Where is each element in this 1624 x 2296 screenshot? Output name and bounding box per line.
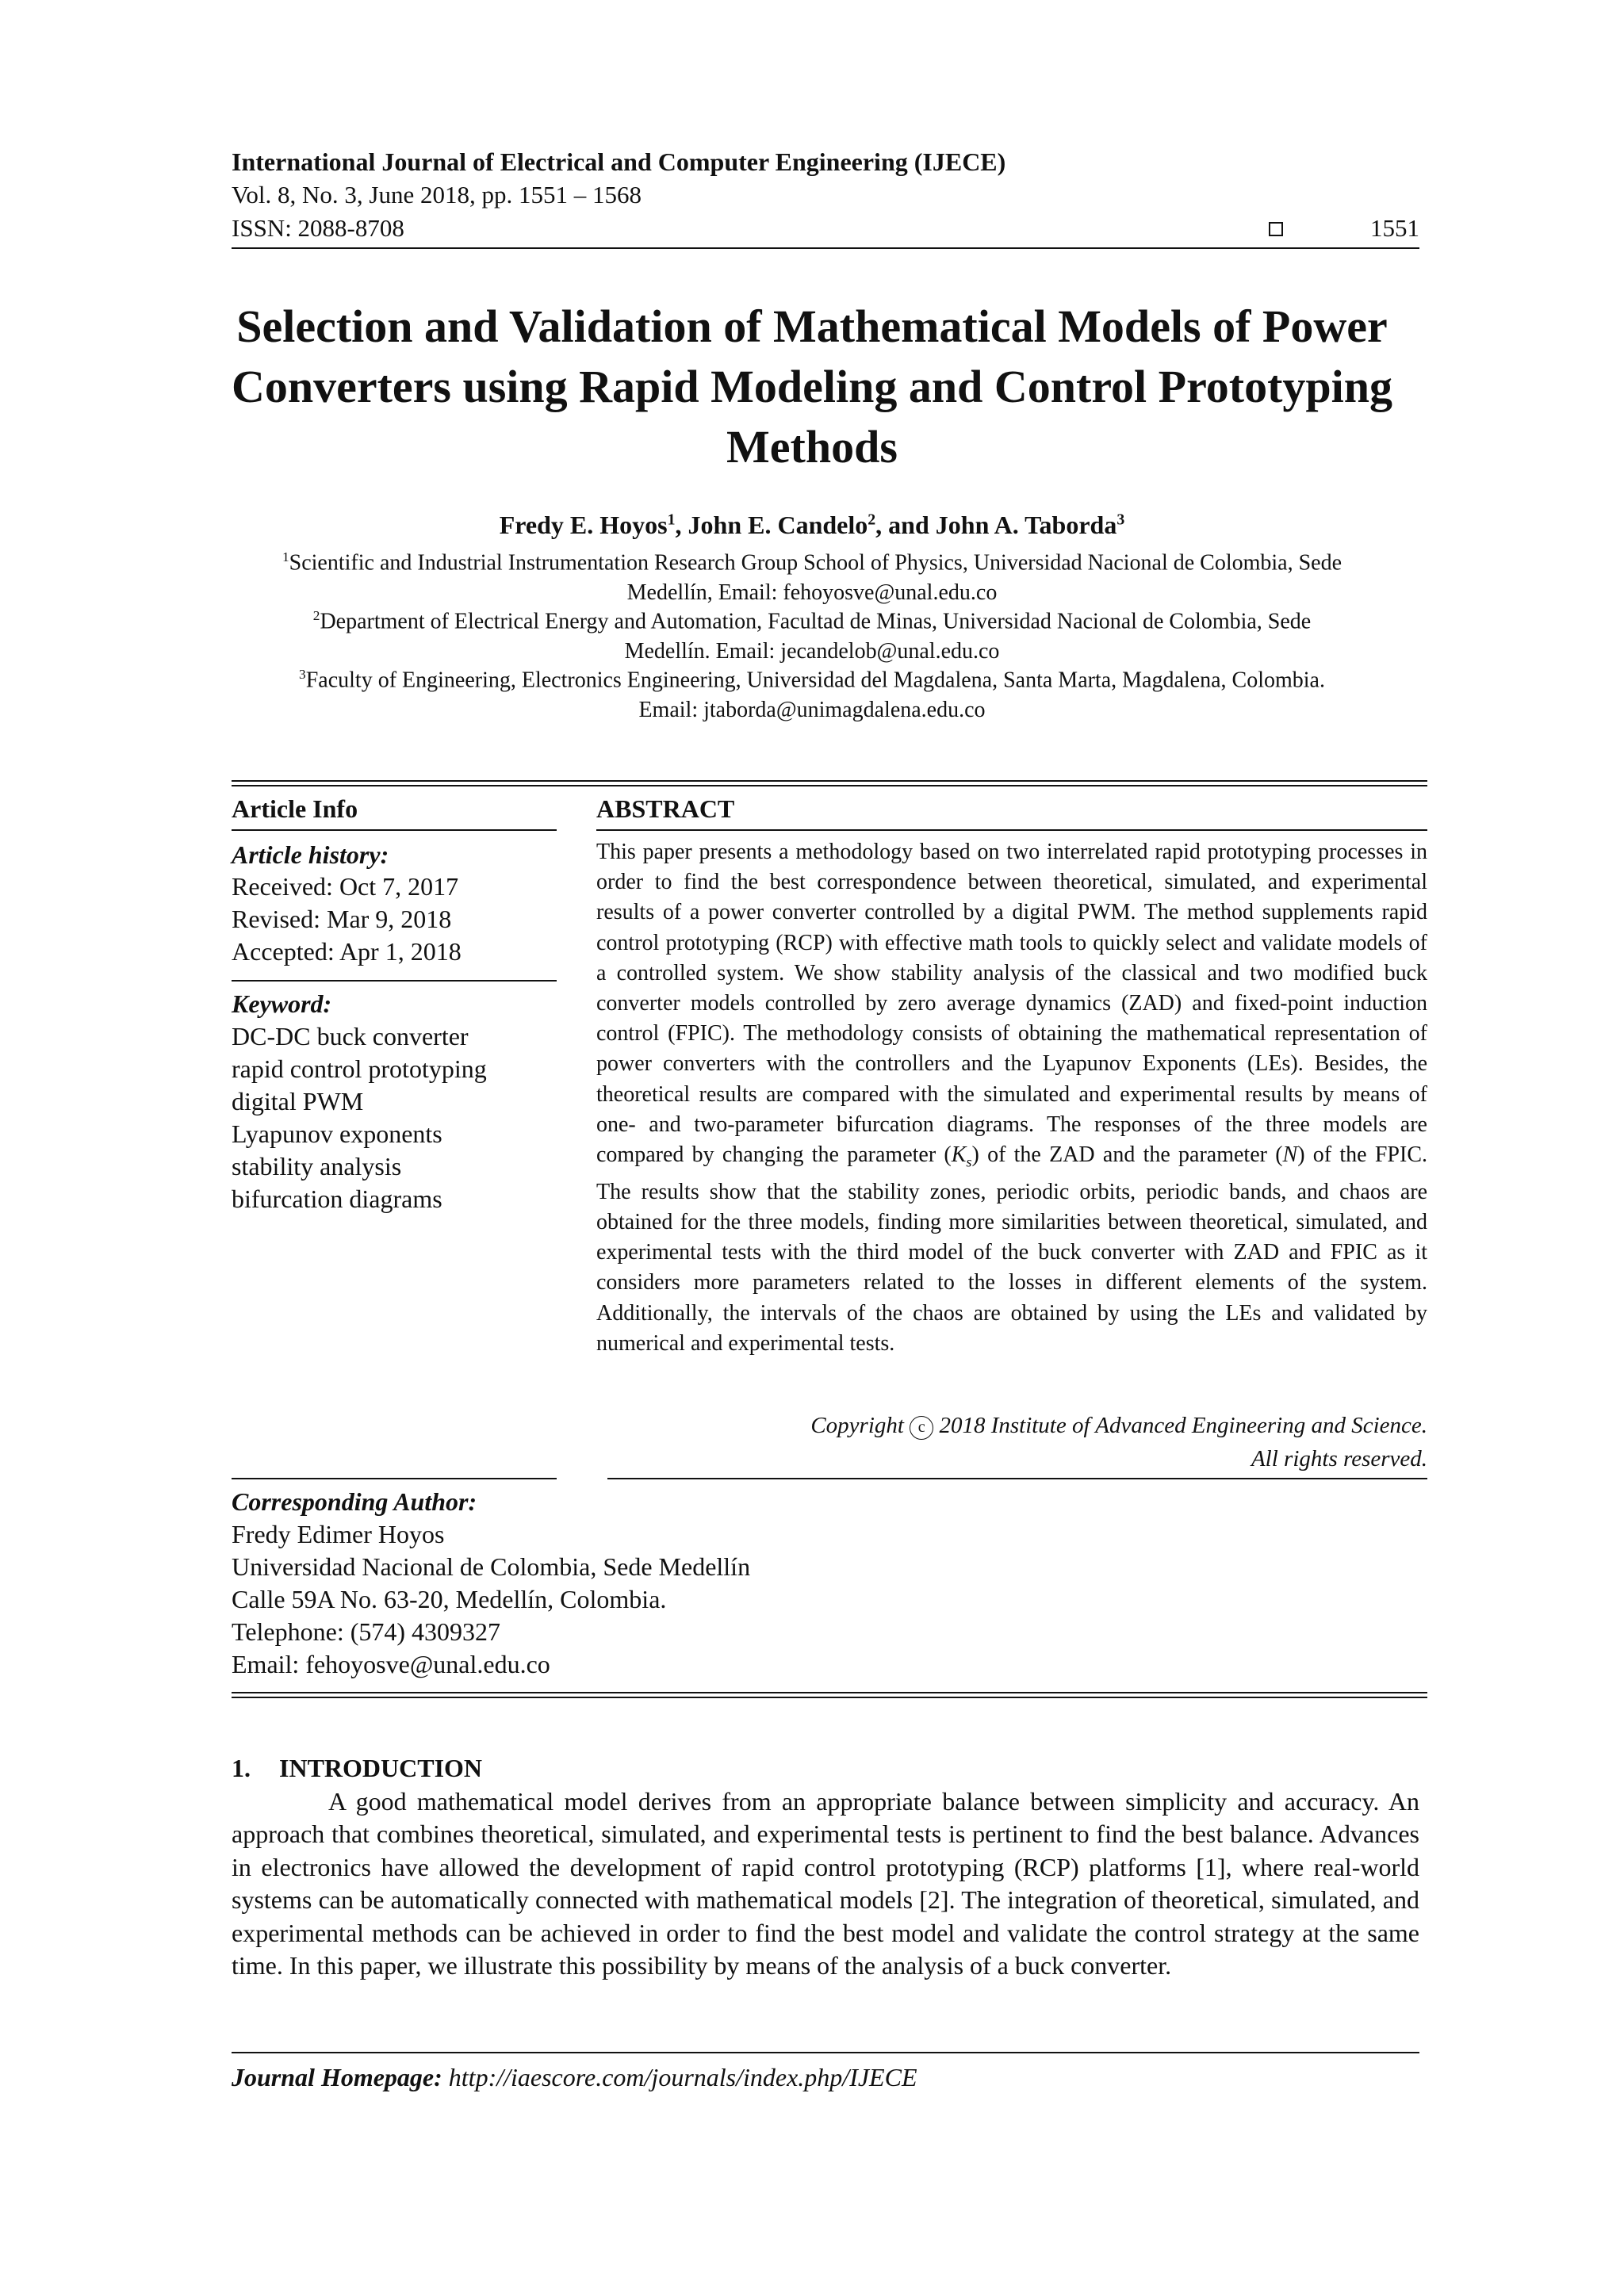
keyword-item: rapid control prototyping (232, 1054, 487, 1083)
affiliation (230, 601, 1394, 667)
title-line: Converters using Rapid Modeling and Control Prototyping (231, 361, 1393, 412)
abstract-heading: ABSTRACT (596, 794, 735, 823)
affiliation (230, 660, 1394, 725)
received-date: Received: Oct 7, 2017 (232, 872, 459, 901)
affiliation-line (230, 601, 1394, 637)
copyright-icon: c (910, 1416, 933, 1440)
abstract-part: ) of the ZAD and the parameter ( (971, 1142, 1283, 1168)
affiliation-mark: 3 (299, 667, 306, 682)
rights-reserved: All rights reserved. (1251, 1446, 1427, 1471)
abstract-part: ) of the FPIC. The results show that the stability zones, periodic orbits, periodic bands, and chaos are obtained for the three models, finding more similarities between theoretical, simulated, and experimental tests with the third model of the buck converter with ZAD and FPIC as it considers more parameters related to the losses in different elements of the system. Additionally, the intervals of the chaos are obtained by using the LEs and validated by numerical and experimental tests. (596, 1142, 1427, 1356)
copyright-prefix: Copyright (810, 1413, 904, 1438)
info-box-separator-right (607, 1478, 1427, 1479)
journal-homepage-label: Journal Homepage: (232, 2063, 442, 2091)
revised-date: Revised: Mar 9, 2018 (232, 905, 452, 933)
affiliation-text: Faculty of Engineering, Electronics Engineering, Universidad del Magdalena, Santa Marta, Magdalena, Colombia. (305, 668, 1325, 693)
accepted-date: Accepted: Apr 1, 2018 (232, 937, 462, 966)
section-number: 1. (232, 1754, 251, 1782)
info-box-top-rule (232, 780, 1427, 786)
keyword-item: Lyapunov exponents (232, 1119, 442, 1148)
author-affiliation-mark: 1 (667, 511, 676, 529)
affiliation-line: Medellín. Email: jecandelob@unal.edu.co (624, 639, 1000, 664)
affiliation (230, 542, 1394, 608)
parameter-ks: K (951, 1142, 967, 1168)
issn: ISSN: 2088-8708 (232, 214, 404, 242)
affiliation-line: Email: jtaborda@unimagdalena.edu.co (638, 698, 986, 723)
keyword-item: DC-DC buck converter (232, 1022, 469, 1050)
author-affiliation-mark: 3 (1116, 511, 1125, 529)
journal-homepage (232, 2063, 917, 2092)
keyword-item: stability analysis (232, 1152, 402, 1181)
parameter-n: N (1282, 1142, 1298, 1168)
section-title: INTRODUCTION (279, 1754, 483, 1782)
keyword-item: bifurcation diagrams (232, 1184, 442, 1213)
affiliation-mark: 2 (312, 608, 320, 623)
article-history-label: Article history: (232, 840, 389, 869)
abstract-text (596, 837, 1427, 1359)
affiliation-text: Department of Electrical Energy and Automation, Facultad de Minas, Universidad Nacional de Colombia, Sede (320, 609, 1312, 634)
affiliation-text: Scientific and Industrial Instrumentation Research Group School of Physics, Universidad Nacional de Colombia, Sede (289, 550, 1342, 576)
volume-info: Vol. 8, No. 3, June 2018, pp. 1551 – 1568 (232, 181, 642, 209)
introduction-text: A good mathematical model derives from an appropriate balance between simplicity and accuracy. An approach that combines theoretical, simulated, and experimental tests is pertinent to find the best balance. Advances in electronics have allowed the development of rapid control prototyping (RCP) platforms [1], where real-world systems can be automatically connected with mathematical models [2]. The integration of theoretical, simulated, and experimental methods can be achieved in order to find the best model and validate the control strategy at the same time. In this paper, we illustrate this possibility by means of the analysis of a buck converter. (232, 1787, 1419, 1980)
author-separator: , (675, 511, 688, 539)
journal-name: International Journal of Electrical and Computer Engineering (IJECE) (232, 147, 1006, 176)
keyword-rule (232, 980, 557, 982)
corresponding-author-name: Fredy Edimer Hoyos (232, 1520, 445, 1548)
header-rule (232, 247, 1419, 249)
title-line: Selection and Validation of Mathematical Models of Power (236, 300, 1388, 352)
abstract-rule (596, 829, 1427, 831)
author-name: John A. Taborda (935, 511, 1117, 539)
author-list (159, 511, 1465, 540)
abstract-part: This paper presents a methodology based on two interrelated rapid prototyping processes in order to find the best correspondence between theoretical, simulated, and experimental results of a power converter controlled by a digital PWM. The method supplements rapid control prototyping (RCP) with effective math tools to quickly select and validate models of a controlled system. We show stability analysis of the classical and two modified buck converter models controlled by zero average dynamics (ZAD) and fixed-point induction control (FPIC). The methodology consists of obtaining the mathematical representation of power converters with the controllers and the Lyapunov Exponents (LEs). Besides, the theoretical results are compared with the simulated and experimental results by means of one- and two-parameter bifurcation diagrams. The responses of the three models are compared by changing the parameter ( (596, 840, 1427, 1168)
author-name: Fredy E. Hoyos (499, 511, 668, 539)
info-box-separator-left (232, 1478, 557, 1479)
author-separator: , and (875, 511, 936, 539)
article-info-rule (232, 829, 557, 831)
parameter-ks-subscript: s (966, 1154, 972, 1170)
author-affiliation-mark: 2 (868, 511, 876, 529)
page-number: 1551 (1370, 214, 1419, 242)
author-name: John E. Candelo (688, 511, 868, 539)
journal-homepage-link[interactable]: http://iaescore.com/journals/index.php/IJECE (448, 2063, 917, 2091)
paper-title (159, 297, 1465, 477)
corresponding-author-institution: Universidad Nacional de Colombia, Sede Medellín (232, 1552, 751, 1581)
corresponding-author-address: Calle 59A No. 63-20, Medellín, Colombia. (232, 1585, 667, 1613)
footer-rule (232, 2052, 1419, 2053)
introduction-heading (232, 1754, 482, 1783)
corresponding-author-email: Email: fehoyosve@unal.edu.co (232, 1650, 550, 1678)
affiliation-line: Medellín, Email: fehoyosve@unal.edu.co (626, 580, 998, 606)
copyright-holder: 2018 Institute of Advanced Engineering and Science. (939, 1413, 1427, 1438)
keyword-label: Keyword: (232, 989, 332, 1018)
article-info-heading: Article Info (232, 794, 358, 823)
affiliation-line (230, 660, 1394, 695)
title-line: Methods (726, 421, 898, 473)
info-box-bottom-rule (232, 1692, 1427, 1698)
keyword-item: digital PWM (232, 1087, 364, 1115)
square-icon (1269, 222, 1283, 236)
affiliation-mark: 1 (282, 549, 289, 564)
affiliation-line (230, 542, 1394, 578)
corresponding-author-phone: Telephone: (574) 4309327 (232, 1617, 501, 1646)
copyright-notice (810, 1413, 1427, 1440)
corresponding-author-label: Corresponding Author: (232, 1487, 477, 1516)
